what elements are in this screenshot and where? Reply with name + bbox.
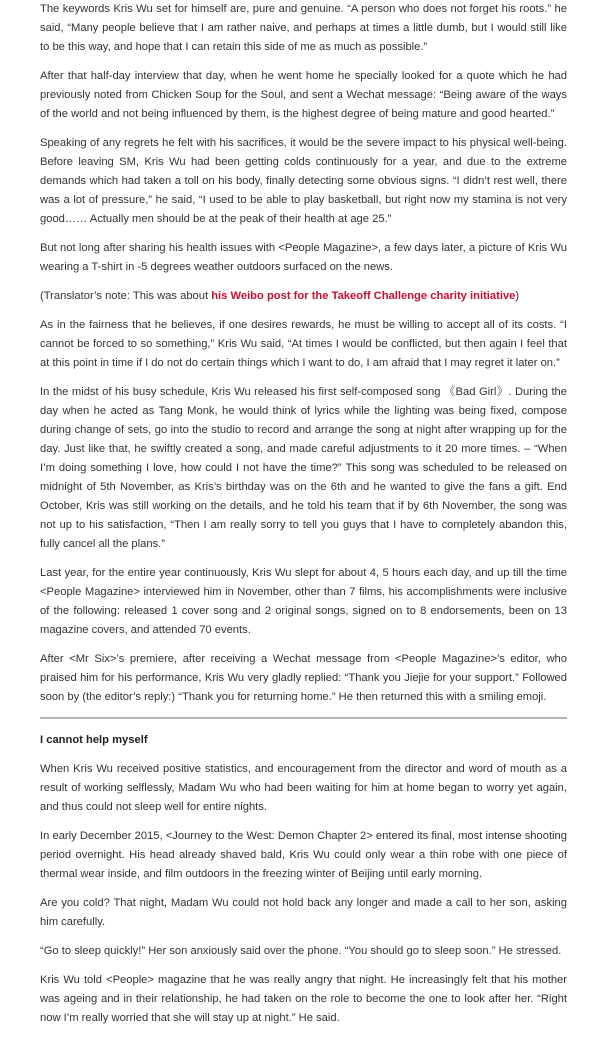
article-paragraph: In early December 2015, <Journey to the West: Demon Chapter 2> entered its final, most intense shooting period overnight. His head already shaved bald, Kris Wu could only wear a thin robe with one piece of thermal wear inside, and film outdoors in the freezing winter of Beijing until early morning. — [40, 830, 567, 880]
article-paragraph: In the midst of his busy schedule, Kris Wu released his first self-composed song 《Bad Girl》. During the day when he acted as Tang Monk, he would think of lyrics while the lighting was being fixed, compose during change of sets, go into the studio to record and arrange the song at night after wrapping up for the day. Just like that, he swiftly created a song, and made careful adjustments to it 20 more times. – “When I’m doing something I love, how could I not have the time?” This song was scheduled to be released on midnight of 5th November, as Kris’s birthday was on the 6th and he wanted to give the fans a gift. End October, Kris was still working on the details, and he told his team that if by 6th November, the song was not up to his satisfaction, “Then I am really sorry to tell you guys that I have to completely abandon this, fully cancel all the plans.” — [40, 386, 567, 550]
article-paragraph: Kris Wu told <People> magazine that he was really angry that night. He increasingly felt that his mother was ageing and in their relationship, he had taken on the role to become the one to look after her. “Right now I’m really worried that she will stay up at night.” He said. — [40, 974, 567, 1024]
article-paragraph: After that half-day interview that day, when he went home he specially looked for a quote which he had previously noted from Chicken Soup for the Soul, and sent a Wechat message: “Being aware of the ways of the world and not being influenced by them, is the highest degree of being mature and good hearted.” — [40, 70, 567, 120]
weibo-post-link[interactable]: his Weibo post for the Takeoff Challenge charity initiative — [211, 290, 516, 302]
article-paragraph: Are you cold? That night, Madam Wu could not hold back any longer and made a call to her son, asking him carefully. — [40, 897, 567, 928]
section-heading: I cannot help myself — [40, 734, 148, 746]
section-divider — [40, 717, 567, 719]
article-body — [40, 0, 567, 1038]
article-paragraph: When Kris Wu received positive statistics, and encouragement from the director and word of mouth as a result of working selflessly, Madam Wu who had been waiting for him at home began to worry yet again, and thus could not sleep well for entire nights. — [40, 763, 567, 813]
article-paragraph: As in the fairness that he believes, if one desires rewards, he must be willing to accept all of its costs. “I cannot be forced to so something,” Kris Wu said, “At times I would be conflicted, but then again I feel that at this point in time if I do not do certain things which I want to do, I am afraid that I may regret it later on.” — [40, 319, 567, 369]
article-paragraph: “Go to sleep quickly!” Her son anxiously said over the phone. “You should go to sleep soon.” He stressed. — [40, 945, 562, 957]
article-paragraph: But not long after sharing his health issues with <People Magazine>, a few days later, a picture of Kris Wu wearing a T-shirt in -5 degrees weather outdoors surfaced on the news. — [40, 242, 567, 273]
article-paragraph: Speaking of any regrets he felt with his sacrifices, it would be the severe impact to his physical well-being. Before leaving SM, Kris Wu had been getting colds continuously for a year, and due to the extreme demands which had taken a toll on his body, finally detecting some obvious signs. “I didn’t rest well, there was a lot of pressure,” he said, “I used to be able to play basketball, but right now my stamina is not very good…… Actually men should be at the peak of their health at age 25.” — [40, 137, 567, 225]
translator-note-prefix: (Translator’s note: This was about — [40, 290, 212, 302]
article-paragraph: Last year, for the entire year continuously, Kris Wu slept for about 4, 5 hours each day, and up till the time <People Magazine> interviewed him in November, other than 7 films, his accomplishments were inclusive of the following: released 1 cover song and 2 original songs, signed on to 8 endorsements, been on 13 magazine covers, and attended 70 events. — [40, 567, 567, 636]
translator-note — [40, 287, 567, 306]
translator-note-suffix: ) — [515, 290, 520, 302]
article-paragraph: After <Mr Six>’s premiere, after receiving a Wechat message from <People Magazine>’s editor, who praised him for his performance, Kris Wu very gladly replied: “Thank you Jiejie for your support.” Followed soon by (the editor’s reply:) “Thank you for returning home.” He then returned this with a smiling emoji. — [40, 653, 567, 703]
article-paragraph: The keywords Kris Wu set for himself are, pure and genuine. “A person who does not forget his roots.” he said, “Many people believe that I am rather naive, and perhaps at times a little dumb, but I would still like to be this way, and hope that I can retain this side of me as much as possible.” — [40, 3, 567, 53]
